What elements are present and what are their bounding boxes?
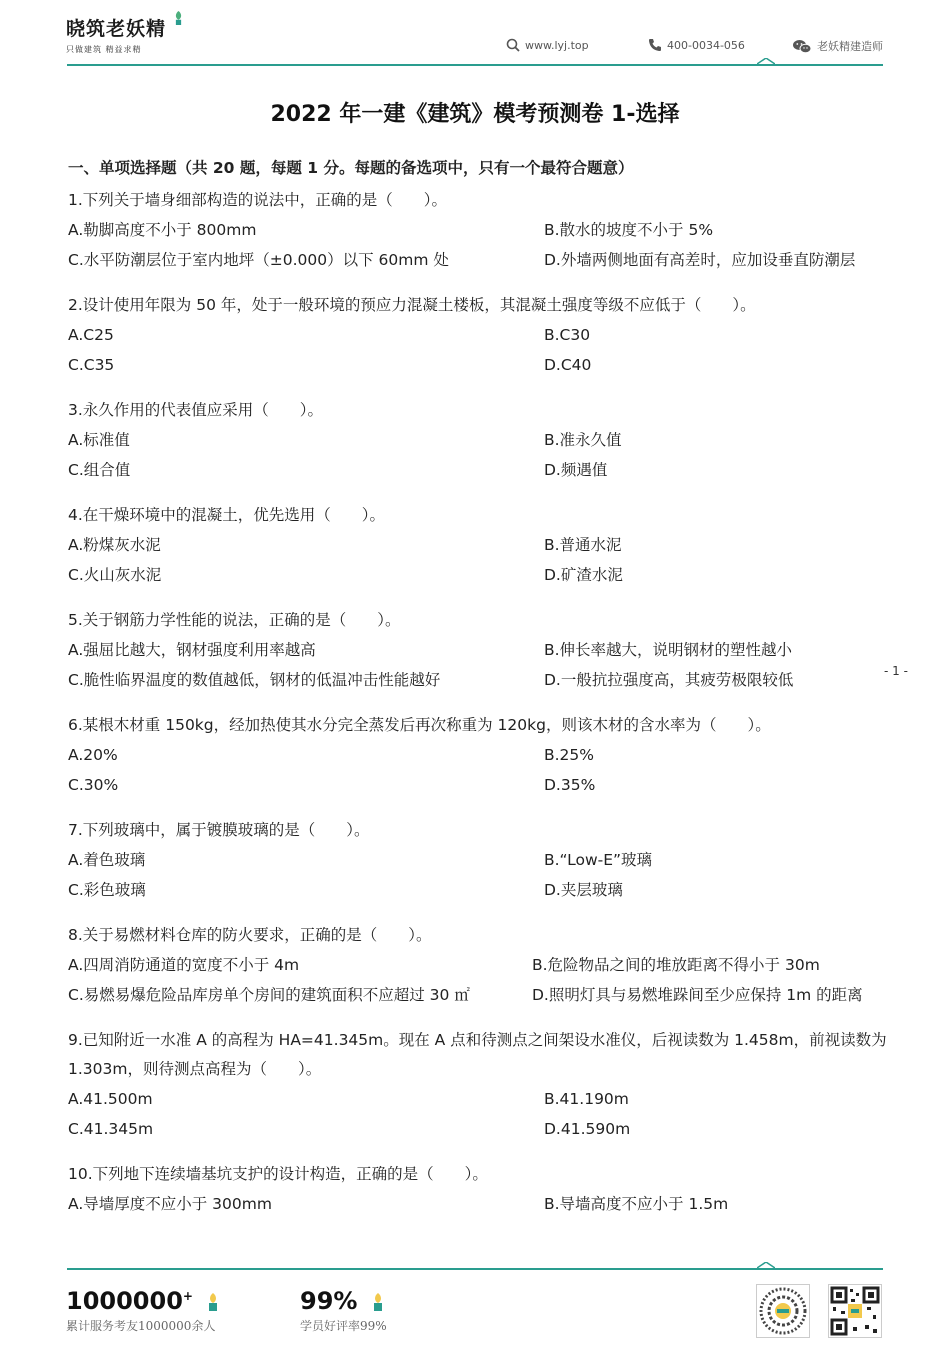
option-d[interactable]: D.41.590m [544,1120,631,1138]
stat-rating [300,1287,387,1334]
option-a[interactable]: A.着色玻璃 [68,851,146,869]
option-b[interactable]: B.准永久值 [544,431,622,449]
question-3 [68,396,888,485]
question-5 [68,606,888,695]
question-stem: 4.在干燥环境中的混凝土，优先选用（ ）。 [68,506,386,524]
wechat-text: 老妖精建造师 [817,40,883,53]
exam-content [68,156,888,1235]
logo-text: 晓筑老妖精 [66,18,167,40]
footer-divider [67,1268,883,1270]
stat-rating-number: 99% [300,1287,358,1315]
stat-rating-label: 学员好评率99% [300,1319,387,1333]
qr-code-icon [757,1285,809,1337]
option-c[interactable]: C.易燃易爆危险品库房单个房间的建筑面积不应超过 30 ㎡ [68,986,470,1004]
question-stem: 9.已知附近一水准 A 的高程为 HA=41.345m。现在 A 点和待测点之间架设水准仪，后视读数为 1.458m，前视读数为 1.303m，则待测点高程为（ ）。 [68,1031,887,1078]
section-heading: 一、单项选择题（共 20 题，每题 1 分。每题的备选项中，只有一个最符合题意） [68,159,634,177]
page-number: - 1 - [884,664,908,678]
stat-users-label: 累计服务考友1000000余人 [66,1319,216,1333]
miniprogram-qr-code[interactable] [756,1284,810,1338]
option-d[interactable]: D.C40 [544,356,592,374]
option-a[interactable]: A.20% [68,746,118,764]
question-10 [68,1160,888,1219]
question-stem: 2.设计使用年限为 50 年，处于一般环境的预应力混凝土楼板，其混凝土强度等级不应低于（ ）。 [68,296,756,314]
question-stem: 1.下列关于墙身细部构造的说法中，正确的是（ ）。 [68,191,448,209]
page-title: 2022 年一建《建筑》模考预测卷 1-选择 [270,102,680,127]
option-b[interactable]: B.危险物品之间的堆放距离不得小于 30m [532,956,820,974]
option-d[interactable]: D.矿渣水泥 [544,566,623,584]
leaf-icon [372,1293,384,1311]
option-c[interactable]: C.火山灰水泥 [68,566,162,584]
question-stem: 5.关于钢筋力学性能的说法，正确的是（ ）。 [68,611,401,629]
stat-users-number: 1000000 [66,1287,183,1315]
question-8 [68,921,888,1010]
option-b[interactable]: B.普通水泥 [544,536,622,554]
option-c[interactable]: C.组合值 [68,461,131,479]
option-d[interactable]: D.频遇值 [544,461,608,479]
stat-users-plus: + [182,1289,193,1303]
stat-users [66,1287,219,1334]
question-stem: 7.下列玻璃中，属于镀膜玻璃的是（ ）。 [68,821,370,839]
option-a[interactable]: A.勒脚高度不小于 800mm [68,221,257,239]
option-a[interactable]: A.四周消防通道的宽度不小于 4m [68,956,300,974]
question-4 [68,501,888,590]
option-d[interactable]: D.35% [544,776,596,794]
phone-link[interactable] [648,38,745,52]
option-d[interactable]: D.夹层玻璃 [544,881,623,899]
option-c[interactable]: C.41.345m [68,1120,154,1138]
option-b[interactable]: B.C30 [544,326,591,344]
logo-slogan: 只做建筑 精益求精 [66,45,142,54]
leaf-icon [207,1293,219,1311]
option-a[interactable]: A.粉煤灰水泥 [68,536,161,554]
question-6 [68,711,888,800]
page-header [0,0,950,70]
phone-text: 400-0034-056 [667,38,745,52]
option-c[interactable]: C.30% [68,776,119,794]
wechat-link[interactable] [792,38,883,54]
qr-code-icon [829,1285,881,1337]
website-link[interactable] [506,38,589,52]
question-stem: 8.关于易燃材料仓库的防火要求，正确的是（ ）。 [68,926,432,944]
option-b[interactable]: B.伸长率越大，说明钢材的塑性越小 [544,641,793,659]
option-a[interactable]: A.导墙厚度不应小于 300mm [68,1195,272,1213]
question-stem: 3.永久作用的代表值应采用（ ）。 [68,401,324,419]
option-a[interactable]: A.强屈比越大，钢材强度利用率越高 [68,641,316,659]
leaf-icon [174,11,183,25]
option-c[interactable]: C.水平防潮层位于室内地坪（±0.000）以下 60mm 处 [68,251,449,269]
phone-icon [648,38,662,52]
option-a[interactable]: A.41.500m [68,1090,153,1108]
option-c[interactable]: C.脆性临界温度的数值越低，钢材的低温冲击性能越好 [68,671,441,689]
website-text: www.lyj.top [525,38,589,52]
question-stem: 6.某根木材重 150kg，经加热使其水分完全蒸发后再次称重为 120kg，则该木材的含水率为（ ）。 [68,716,771,734]
search-icon [506,38,520,52]
option-c[interactable]: C.彩色玻璃 [68,881,146,899]
option-a[interactable]: A.标准值 [68,431,130,449]
option-b[interactable]: B.41.190m [544,1090,629,1108]
option-b[interactable]: B.25% [544,746,595,764]
question-9 [68,1026,888,1144]
option-b[interactable]: B.导墙高度不应小于 1.5m [544,1195,729,1213]
question-1 [68,186,888,275]
option-a[interactable]: A.C25 [68,326,114,344]
wechat-icon [792,39,812,54]
option-c[interactable]: C.C35 [68,356,115,374]
option-d[interactable]: D.照明灯具与易燃堆跺间至少应保持 1m 的距离 [532,986,863,1004]
question-7 [68,816,888,905]
option-d[interactable]: D.外墙两侧地面有高差时，应加设垂直防潮层 [544,251,856,269]
option-d[interactable]: D.一般抗拉强度高，其疲劳极限较低 [544,671,794,689]
question-stem: 10.下列地下连续墙基坑支护的设计构造，正确的是（ ）。 [68,1165,488,1183]
brand-logo[interactable] [66,14,166,55]
option-b[interactable]: B.散水的坡度不小于 5% [544,221,714,239]
option-b[interactable]: B.“Low-E”玻璃 [544,851,653,869]
header-divider [67,64,883,66]
question-2 [68,291,888,380]
wechat-qr-code[interactable] [828,1284,882,1338]
